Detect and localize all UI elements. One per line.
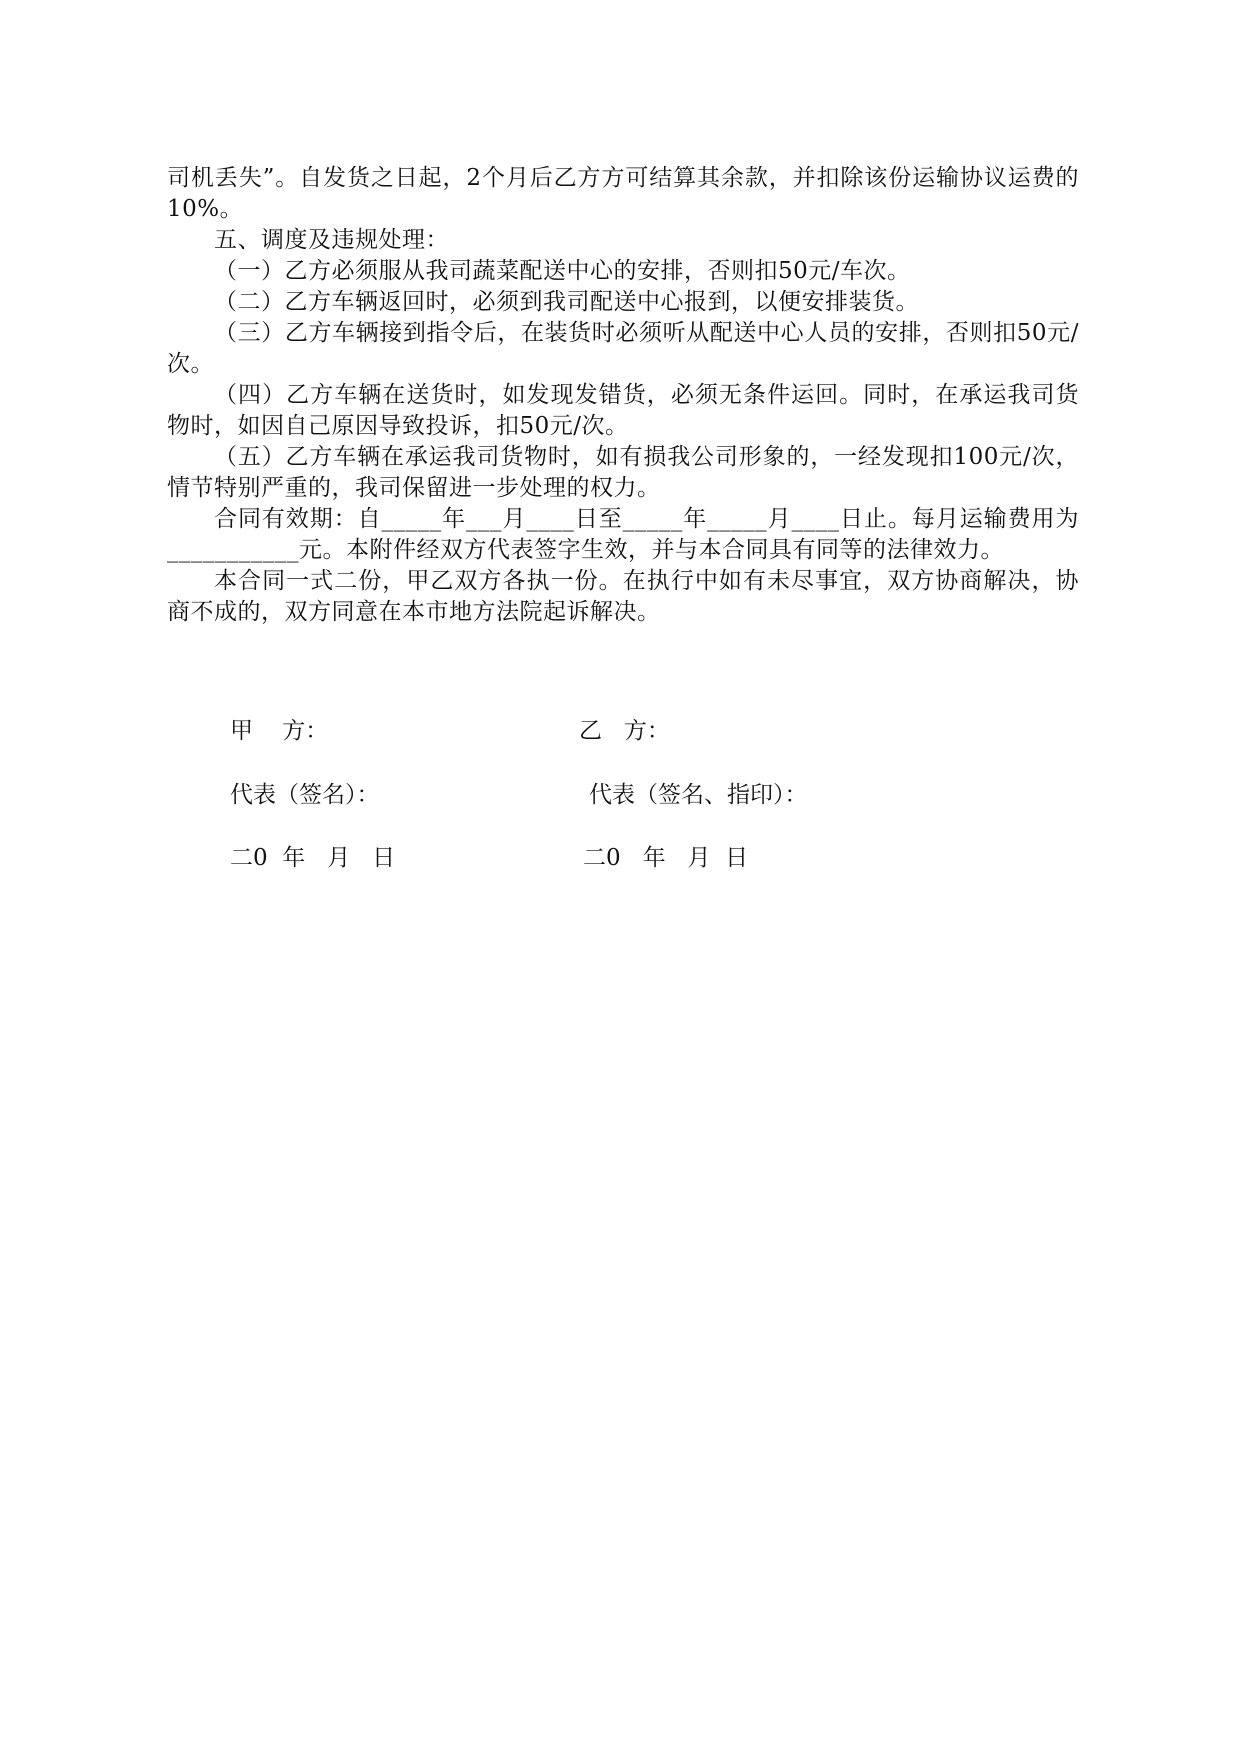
paragraph-copies: 本合同一式二份，甲乙双方各执一份。在执行中如有未尽事宜，双方协商解决，协商不成的，双方同意在本市地方法院起诉解决。 (167, 568, 1079, 625)
section-heading-dispatch: 五、调度及违规处理： (214, 227, 449, 253)
party-b-label: 乙 方： (579, 718, 670, 744)
clause-5: （五）乙方车辆在承运我司货物时，如有损我公司形象的，一经发现扣100元/次，情节特别严重的，我司保留进一步处理的权力。 (167, 444, 1079, 501)
party-b-rep-label: 代表（签名、指印）： (589, 782, 808, 808)
contract-body (167, 163, 1079, 628)
party-a-rep-label: 代表（签名）： (230, 782, 380, 808)
clause-1: （一）乙方必须服从我司蔬菜配送中心的安排，否则扣50元/车次。 (214, 258, 911, 284)
clause-3: （三）乙方车辆接到指令后，在装货时必须听从配送中心人员的安排，否则扣50元/次。 (167, 320, 1079, 377)
party-a-date: 二0 年 月 日 (230, 845, 396, 871)
party-b-date: 二0 年 月 日 (583, 845, 749, 871)
party-a-label: 甲 方： (230, 718, 329, 744)
paragraph-payment-terms: 司机丢失”。自发货之日起，2个月后乙方方可结算其余款，并扣除该份运输协议运费的10%。 (167, 165, 1079, 222)
paragraph-validity: 合同有效期：自_____年___月____日至_____年_____月____日止。每月运输费用为___________元。本附件经双方代表签字生效，并与本合同具有同等的法律效力。 (167, 506, 1079, 563)
clause-4: （四）乙方车辆在送货时，如发现发错货，必须无条件运回。同时，在承运我司货物时，如因自己原因导致投诉，扣50元/次。 (167, 382, 1079, 439)
clause-2: （二）乙方车辆返回时，必须到我司配送中心报到，以便安排装货。 (214, 289, 919, 315)
